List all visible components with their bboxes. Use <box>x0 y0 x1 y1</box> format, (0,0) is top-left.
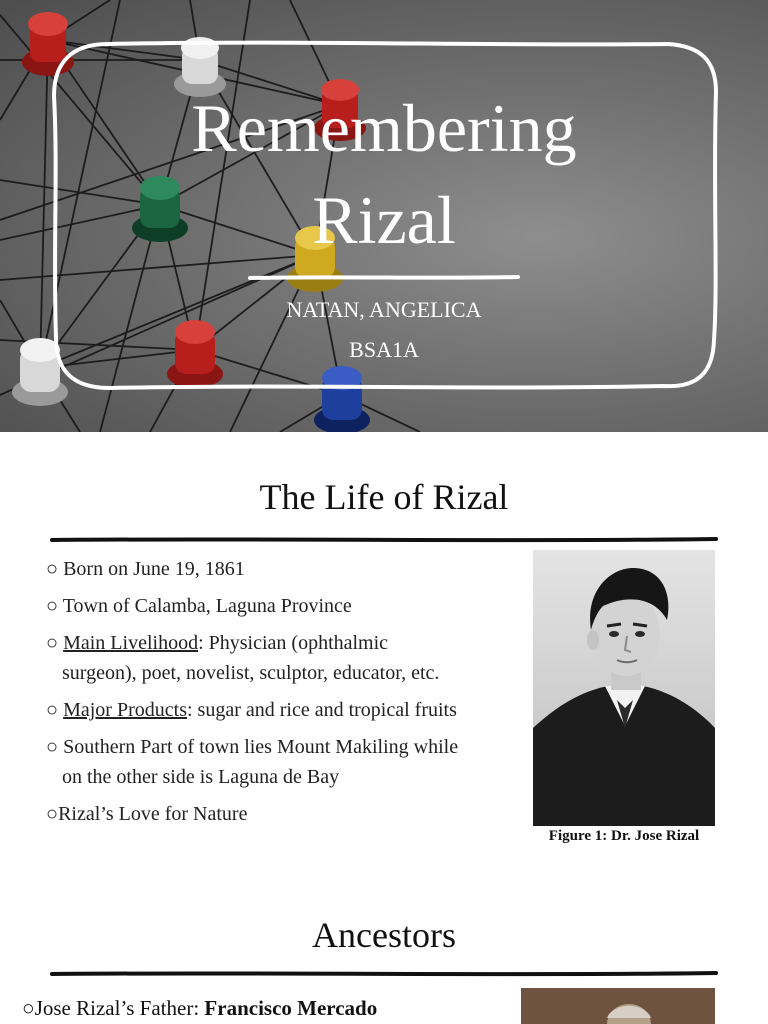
bullet-marker: ○ <box>46 558 59 580</box>
life-of-rizal-slide <box>0 432 768 864</box>
ancestor-image <box>521 988 715 1024</box>
title-line-2: Rizal <box>312 182 456 258</box>
slide-heading: The Life of Rizal <box>259 477 509 517</box>
bullet-marker: ○ <box>22 996 35 1020</box>
title-slide <box>0 0 768 432</box>
ancestors-slide <box>0 864 768 1024</box>
bullet-item <box>46 695 526 725</box>
bullet-item <box>46 628 526 688</box>
bullet-text: : sugar and rice and tropical fruits <box>186 699 457 721</box>
father-name: Francisco Mercado <box>204 996 378 1020</box>
bullet-text: Southern Part of town lies Mount Makiling while <box>63 736 459 758</box>
section-label: BSA1A <box>349 337 419 362</box>
bullet-label: Major Products <box>63 699 187 721</box>
bullet-marker: ○ <box>46 803 59 825</box>
slide-heading: Ancestors <box>312 915 456 955</box>
bullet-text: Rizal’s Love for Nature <box>58 803 248 825</box>
bullet-list <box>46 554 526 836</box>
bullet-text: Town of Calamba, Laguna Province <box>62 595 352 617</box>
bullet-item <box>46 591 526 621</box>
heading-divider <box>50 969 718 979</box>
bullet-item <box>46 554 526 584</box>
bullet-text-continued: on the other side is Laguna de Bay <box>62 766 340 788</box>
bullet-item <box>46 732 526 792</box>
heading-divider <box>50 535 718 545</box>
bullet-text: : Physician (ophthalmic <box>198 632 389 654</box>
father-line <box>22 996 377 1021</box>
bullet-label: Main Livelihood <box>63 632 199 654</box>
bullet-marker: ○ <box>46 699 59 721</box>
title-line-1: Remembering <box>191 90 577 166</box>
bullet-text-continued: surgeon), poet, novelist, sculptor, educator, etc. <box>62 662 440 684</box>
bullet-text: Born on June 19, 1861 <box>63 558 245 580</box>
ancestor-photo <box>521 988 715 1024</box>
bullet-marker: ○ <box>46 736 59 758</box>
father-label: Jose Rizal’s Father: <box>34 996 205 1020</box>
author-name: NATAN, ANGELICA <box>286 297 482 322</box>
bullet-marker: ○ <box>46 595 59 617</box>
bullet-marker: ○ <box>46 632 59 654</box>
portrait-image <box>533 550 715 826</box>
bullet-item <box>46 799 526 829</box>
rizal-portrait-photo <box>533 550 715 826</box>
figure-caption: Figure 1: Dr. Jose Rizal <box>548 828 700 844</box>
